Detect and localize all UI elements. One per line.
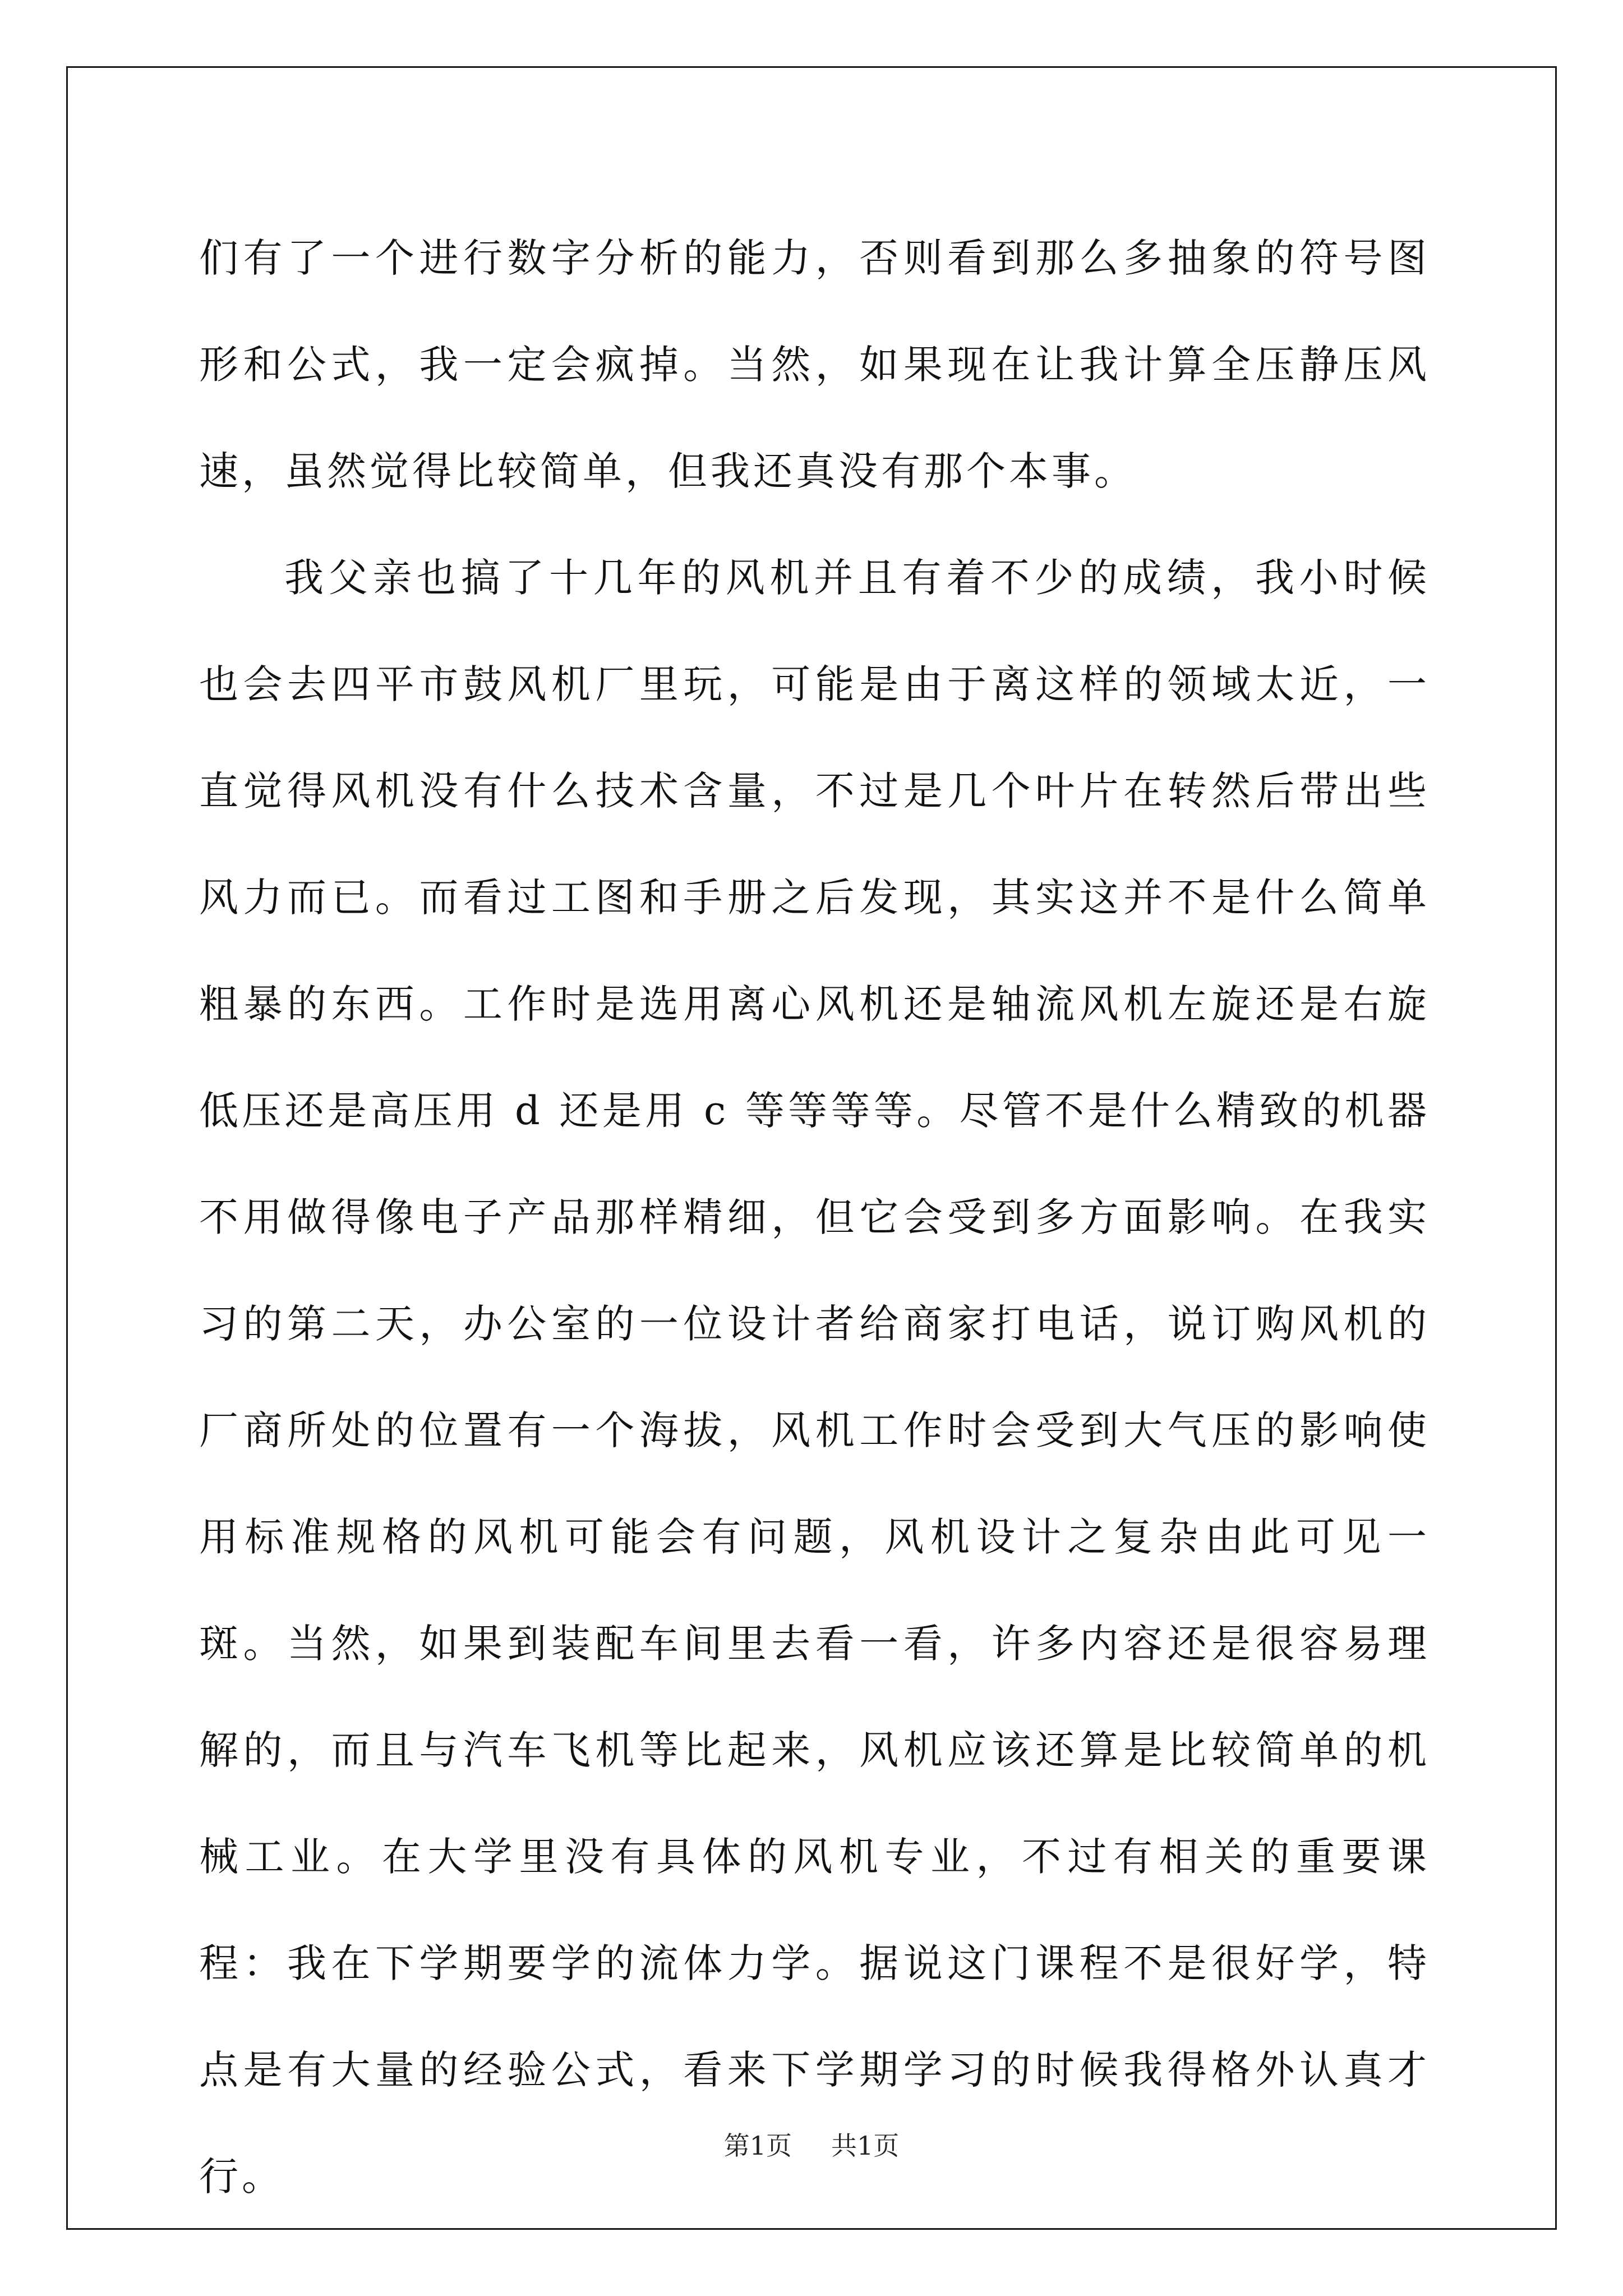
page-number-current: 第1页 (723, 2131, 792, 2161)
document-body (199, 205, 1430, 2230)
page-number-total: 共1页 (831, 2131, 900, 2161)
paragraph-continued: 们有了一个进行数字分析的能力，否则看到那么多抽象的符号图形和公式，我一定会疯掉。当然，如果现在让我计算全压静压风速，虽然觉得比较简单，但我还真没有那个本事。 (199, 235, 1430, 494)
paragraph-father-fans: 我父亲也搞了十几年的风机并且有着不少的成绩，我小时候也会去四平市鼓风机厂里玩，可能是由于离这样的领域太近，一直觉得风机没有什么技术含量，不过是几个叶片在转然后带出些风力而已。而看过工图和手册之后发现，其实这并不是什么简单粗暴的东西。工作时是选用离心风机还是轴流风机左旋还是右旋低压还是高压用 d 还是用 c 等等等等。尽管不是什么精致的机器不用做得像电子产品那样精细，但它会受到多方面影响。在我实习的第二天，办公室的一位设计者给商家打电话，说订购风机的厂商所处的位置有一个海拔，风机工作时会受到大气压的影响使用标准规格的风机可能会有问题，风机设计之复杂由此可见一斑。当然，如果到装配车间里去看一看，许多内容还是很容易理解的，而且与汽车飞机等比起来，风机应该还算是比较简单的机械工业。在大学里没有具体的风机专业，不过有相关的重要课程：我在下学期要学的流体力学。据说这门课程不是很好学，特点是有大量的经验公式，看来下学期学习的时候我得格外认真才行。 (199, 555, 1430, 2200)
page-footer (0, 2129, 1623, 2162)
